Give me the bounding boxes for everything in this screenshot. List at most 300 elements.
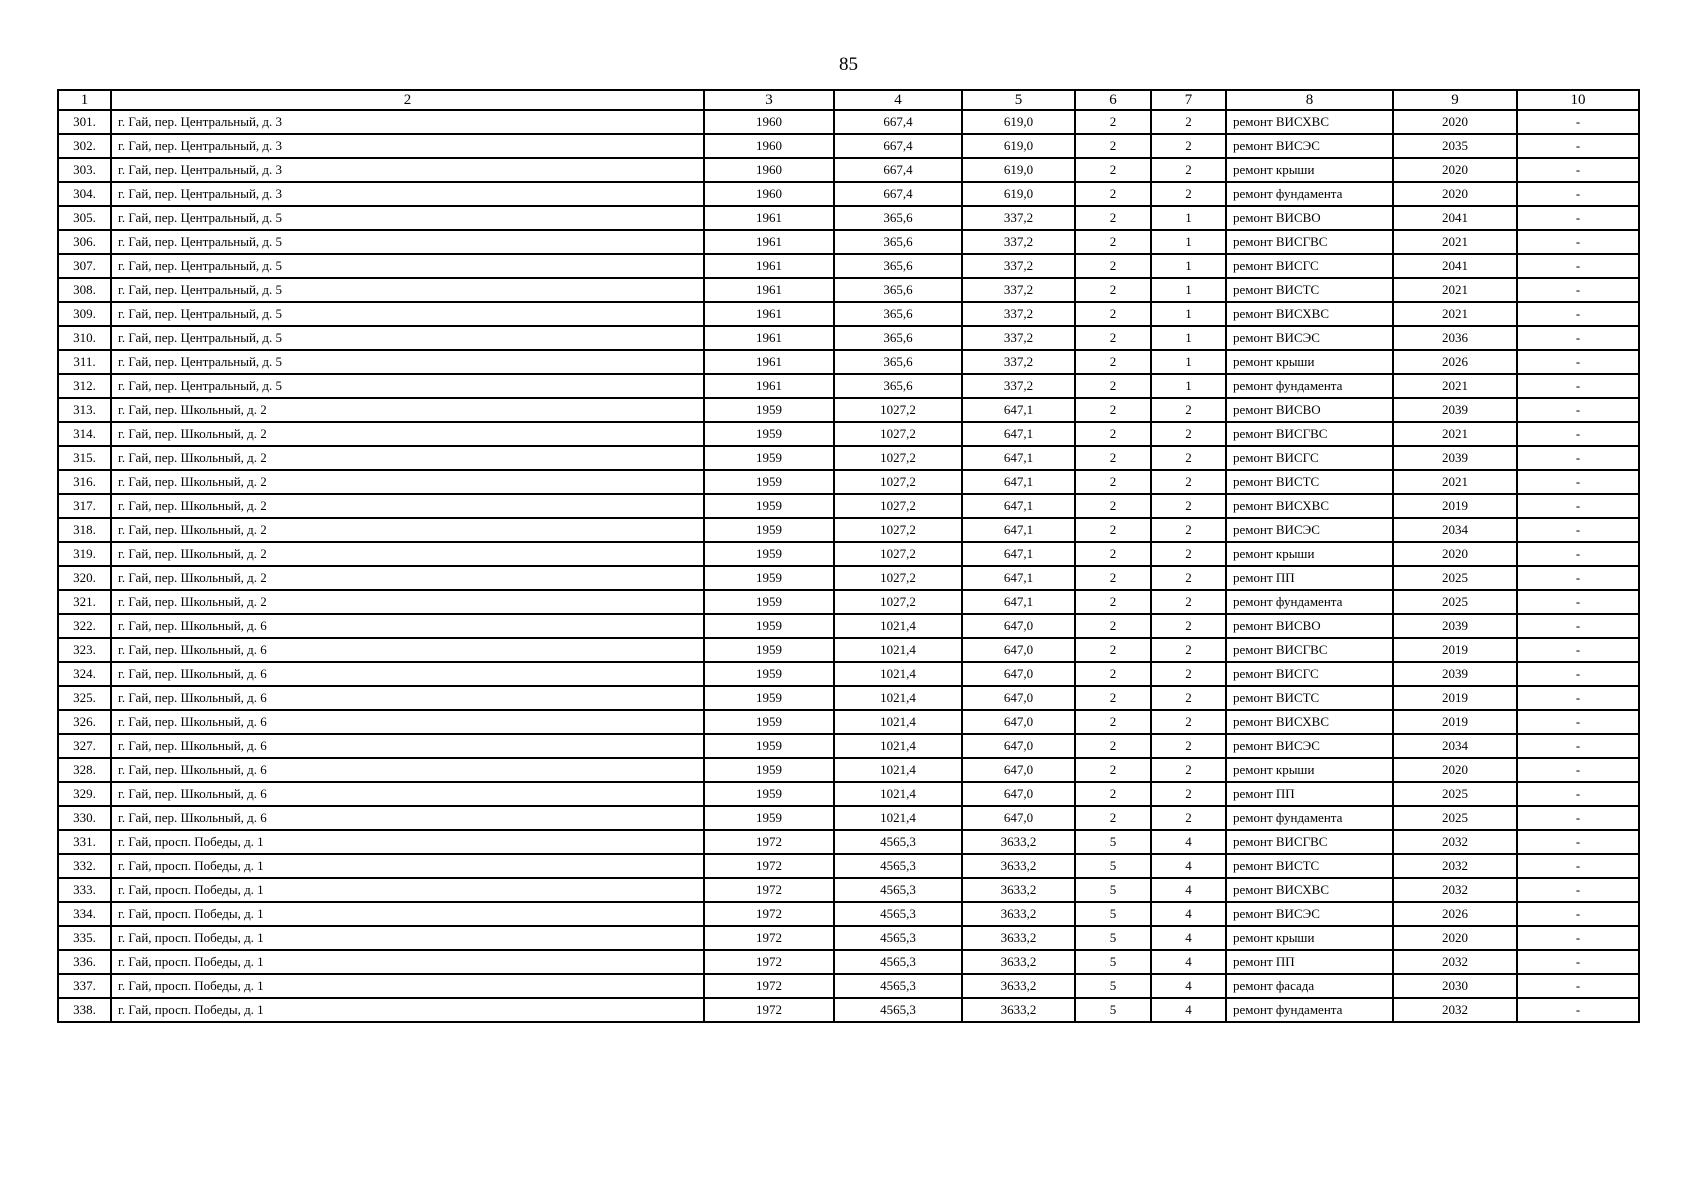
row-number: 306. [58,230,111,254]
planned-year-cell: 2019 [1393,686,1517,710]
floors-cell: 2 [1075,806,1151,830]
living-area-cell: 647,1 [962,398,1075,422]
table-row [58,710,1639,734]
table-body [58,110,1639,1022]
total-area-cell: 365,6 [834,230,962,254]
repair-type-cell: ремонт ВИСЭС [1226,902,1393,926]
floors-cell: 2 [1075,782,1151,806]
year-cell: 1972 [704,902,834,926]
repair-type-cell: ремонт фундамента [1226,998,1393,1022]
note-cell: - [1517,614,1639,638]
note-cell: - [1517,734,1639,758]
floors-cell: 2 [1075,614,1151,638]
planned-year-cell: 2039 [1393,614,1517,638]
page-number: 85 [839,54,858,75]
row-number: 335. [58,926,111,950]
year-cell: 1961 [704,206,834,230]
year-cell: 1959 [704,398,834,422]
entrances-cell: 4 [1151,926,1226,950]
planned-year-cell: 2020 [1393,542,1517,566]
floors-cell: 2 [1075,686,1151,710]
living-area-cell: 647,1 [962,446,1075,470]
year-cell: 1961 [704,374,834,398]
floors-cell: 2 [1075,182,1151,206]
note-cell: - [1517,974,1639,998]
repair-type-cell: ремонт крыши [1226,158,1393,182]
table-row [58,950,1639,974]
repair-type-cell: ремонт ВИСТС [1226,854,1393,878]
total-area-cell: 1021,4 [834,782,962,806]
row-number: 337. [58,974,111,998]
repair-type-cell: ремонт ВИСХВС [1226,878,1393,902]
year-cell: 1961 [704,350,834,374]
note-cell: - [1517,758,1639,782]
note-cell: - [1517,662,1639,686]
repair-type-cell: ремонт ВИСГС [1226,254,1393,278]
table-row [58,422,1639,446]
table-row [58,734,1639,758]
table-row [58,494,1639,518]
table-row [58,686,1639,710]
column-header: 1 [58,90,111,110]
year-cell: 1959 [704,446,834,470]
table-row [58,110,1639,134]
year-cell: 1959 [704,710,834,734]
address-cell: г. Гай, пер. Школьный, д. 2 [111,518,704,542]
repair-type-cell: ремонт фундамента [1226,590,1393,614]
floors-cell: 5 [1075,950,1151,974]
address-cell: г. Гай, просп. Победы, д. 1 [111,878,704,902]
living-area-cell: 619,0 [962,158,1075,182]
table-row [58,638,1639,662]
row-number: 327. [58,734,111,758]
repair-type-cell: ремонт крыши [1226,350,1393,374]
total-area-cell: 4565,3 [834,998,962,1022]
living-area-cell: 647,1 [962,494,1075,518]
entrances-cell: 2 [1151,614,1226,638]
note-cell: - [1517,590,1639,614]
address-cell: г. Гай, пер. Центральный, д. 5 [111,278,704,302]
address-cell: г. Гай, просп. Победы, д. 1 [111,998,704,1022]
floors-cell: 2 [1075,350,1151,374]
note-cell: - [1517,374,1639,398]
address-cell: г. Гай, пер. Школьный, д. 6 [111,782,704,806]
note-cell: - [1517,278,1639,302]
year-cell: 1972 [704,974,834,998]
floors-cell: 2 [1075,470,1151,494]
planned-year-cell: 2032 [1393,998,1517,1022]
row-number: 321. [58,590,111,614]
floors-cell: 2 [1075,230,1151,254]
floors-cell: 5 [1075,926,1151,950]
address-cell: г. Гай, просп. Победы, д. 1 [111,830,704,854]
row-number: 322. [58,614,111,638]
repair-type-cell: ремонт ВИСХВС [1226,710,1393,734]
living-area-cell: 3633,2 [962,974,1075,998]
planned-year-cell: 2025 [1393,566,1517,590]
address-cell: г. Гай, просп. Победы, д. 1 [111,926,704,950]
entrances-cell: 2 [1151,686,1226,710]
repair-type-cell: ремонт ПП [1226,782,1393,806]
address-cell: г. Гай, пер. Школьный, д. 2 [111,494,704,518]
table-row [58,806,1639,830]
note-cell: - [1517,542,1639,566]
entrances-cell: 2 [1151,158,1226,182]
total-area-cell: 365,6 [834,278,962,302]
planned-year-cell: 2020 [1393,758,1517,782]
total-area-cell: 1021,4 [834,710,962,734]
repair-type-cell: ремонт ПП [1226,566,1393,590]
row-number: 323. [58,638,111,662]
entrances-cell: 2 [1151,734,1226,758]
repair-type-cell: ремонт ВИСХВС [1226,494,1393,518]
living-area-cell: 647,1 [962,542,1075,566]
note-cell: - [1517,350,1639,374]
repair-type-cell: ремонт фундамента [1226,806,1393,830]
planned-year-cell: 2021 [1393,374,1517,398]
floors-cell: 2 [1075,662,1151,686]
row-number: 334. [58,902,111,926]
living-area-cell: 647,0 [962,782,1075,806]
total-area-cell: 1027,2 [834,422,962,446]
row-number: 315. [58,446,111,470]
floors-cell: 2 [1075,158,1151,182]
column-header: 5 [962,90,1075,110]
repair-type-cell: ремонт ВИСТС [1226,278,1393,302]
note-cell: - [1517,470,1639,494]
repair-type-cell: ремонт ВИСВО [1226,614,1393,638]
address-cell: г. Гай, пер. Школьный, д. 6 [111,662,704,686]
floors-cell: 2 [1075,710,1151,734]
table-row [58,398,1639,422]
living-area-cell: 647,0 [962,638,1075,662]
living-area-cell: 647,0 [962,734,1075,758]
note-cell: - [1517,326,1639,350]
floors-cell: 2 [1075,254,1151,278]
table-row [58,254,1639,278]
living-area-cell: 647,1 [962,422,1075,446]
year-cell: 1959 [704,686,834,710]
floors-cell: 2 [1075,758,1151,782]
living-area-cell: 647,0 [962,686,1075,710]
column-header: 10 [1517,90,1639,110]
column-header: 3 [704,90,834,110]
address-cell: г. Гай, просп. Победы, д. 1 [111,854,704,878]
table-row [58,278,1639,302]
repair-type-cell: ремонт ВИСВО [1226,206,1393,230]
note-cell: - [1517,878,1639,902]
floors-cell: 2 [1075,446,1151,470]
note-cell: - [1517,254,1639,278]
repair-type-cell: ремонт крыши [1226,758,1393,782]
row-number: 319. [58,542,111,566]
total-area-cell: 4565,3 [834,974,962,998]
note-cell: - [1517,182,1639,206]
note-cell: - [1517,422,1639,446]
floors-cell: 2 [1075,518,1151,542]
row-number: 303. [58,158,111,182]
address-cell: г. Гай, пер. Школьный, д. 2 [111,422,704,446]
planned-year-cell: 2020 [1393,182,1517,206]
address-cell: г. Гай, пер. Центральный, д. 5 [111,374,704,398]
table-row [58,446,1639,470]
planned-year-cell: 2019 [1393,494,1517,518]
year-cell: 1959 [704,662,834,686]
living-area-cell: 647,0 [962,758,1075,782]
entrances-cell: 1 [1151,230,1226,254]
planned-year-cell: 2025 [1393,590,1517,614]
year-cell: 1959 [704,494,834,518]
address-cell: г. Гай, пер. Школьный, д. 6 [111,638,704,662]
planned-year-cell: 2020 [1393,926,1517,950]
entrances-cell: 2 [1151,518,1226,542]
address-cell: г. Гай, пер. Школьный, д. 6 [111,614,704,638]
note-cell: - [1517,446,1639,470]
total-area-cell: 1021,4 [834,734,962,758]
address-cell: г. Гай, пер. Центральный, д. 5 [111,350,704,374]
floors-cell: 2 [1075,134,1151,158]
year-cell: 1972 [704,926,834,950]
repair-type-cell: ремонт ВИСГВС [1226,638,1393,662]
entrances-cell: 1 [1151,374,1226,398]
table-row [58,182,1639,206]
year-cell: 1961 [704,230,834,254]
note-cell: - [1517,230,1639,254]
table-row [58,782,1639,806]
row-number: 312. [58,374,111,398]
total-area-cell: 1021,4 [834,662,962,686]
table-row [58,518,1639,542]
planned-year-cell: 2020 [1393,110,1517,134]
living-area-cell: 647,0 [962,662,1075,686]
floors-cell: 2 [1075,326,1151,350]
floors-cell: 2 [1075,278,1151,302]
living-area-cell: 337,2 [962,326,1075,350]
floors-cell: 2 [1075,638,1151,662]
entrances-cell: 1 [1151,350,1226,374]
planned-year-cell: 2034 [1393,734,1517,758]
row-number: 328. [58,758,111,782]
living-area-cell: 337,2 [962,350,1075,374]
living-area-cell: 3633,2 [962,878,1075,902]
entrances-cell: 4 [1151,974,1226,998]
planned-year-cell: 2021 [1393,470,1517,494]
row-number: 330. [58,806,111,830]
row-number: 326. [58,710,111,734]
year-cell: 1959 [704,542,834,566]
floors-cell: 2 [1075,374,1151,398]
entrances-cell: 2 [1151,590,1226,614]
table-row [58,902,1639,926]
address-cell: г. Гай, пер. Центральный, д. 5 [111,206,704,230]
planned-year-cell: 2020 [1393,158,1517,182]
planned-year-cell: 2030 [1393,974,1517,998]
living-area-cell: 647,1 [962,470,1075,494]
address-cell: г. Гай, пер. Школьный, д. 2 [111,470,704,494]
note-cell: - [1517,950,1639,974]
floors-cell: 2 [1075,734,1151,758]
planned-year-cell: 2025 [1393,806,1517,830]
planned-year-cell: 2025 [1393,782,1517,806]
note-cell: - [1517,494,1639,518]
total-area-cell: 4565,3 [834,926,962,950]
address-cell: г. Гай, пер. Центральный, д. 3 [111,158,704,182]
table-row [58,854,1639,878]
total-area-cell: 1027,2 [834,518,962,542]
entrances-cell: 2 [1151,542,1226,566]
floors-cell: 2 [1075,398,1151,422]
living-area-cell: 619,0 [962,134,1075,158]
living-area-cell: 3633,2 [962,902,1075,926]
repair-type-cell: ремонт фасада [1226,974,1393,998]
address-cell: г. Гай, пер. Центральный, д. 3 [111,134,704,158]
table-row [58,350,1639,374]
row-number: 302. [58,134,111,158]
row-number: 324. [58,662,111,686]
year-cell: 1960 [704,110,834,134]
floors-cell: 5 [1075,974,1151,998]
planned-year-cell: 2032 [1393,854,1517,878]
total-area-cell: 365,6 [834,254,962,278]
entrances-cell: 2 [1151,182,1226,206]
year-cell: 1961 [704,278,834,302]
repair-type-cell: ремонт крыши [1226,542,1393,566]
row-number: 338. [58,998,111,1022]
row-number: 329. [58,782,111,806]
address-cell: г. Гай, просп. Победы, д. 1 [111,902,704,926]
repair-type-cell: ремонт ПП [1226,950,1393,974]
entrances-cell: 1 [1151,206,1226,230]
note-cell: - [1517,926,1639,950]
row-number: 301. [58,110,111,134]
entrances-cell: 2 [1151,806,1226,830]
column-header: 8 [1226,90,1393,110]
total-area-cell: 667,4 [834,158,962,182]
address-cell: г. Гай, пер. Школьный, д. 2 [111,590,704,614]
row-number: 311. [58,350,111,374]
living-area-cell: 337,2 [962,278,1075,302]
planned-year-cell: 2019 [1393,710,1517,734]
planned-year-cell: 2021 [1393,422,1517,446]
entrances-cell: 2 [1151,398,1226,422]
living-area-cell: 647,1 [962,518,1075,542]
row-number: 309. [58,302,111,326]
table-row [58,326,1639,350]
row-number: 307. [58,254,111,278]
note-cell: - [1517,566,1639,590]
total-area-cell: 1027,2 [834,590,962,614]
floors-cell: 2 [1075,590,1151,614]
table-row [58,302,1639,326]
repair-type-cell: ремонт ВИСВО [1226,398,1393,422]
column-number-row [58,90,1639,110]
floors-cell: 5 [1075,998,1151,1022]
total-area-cell: 1027,2 [834,494,962,518]
living-area-cell: 3633,2 [962,998,1075,1022]
address-cell: г. Гай, просп. Победы, д. 1 [111,950,704,974]
column-header: 6 [1075,90,1151,110]
repair-type-cell: ремонт ВИСГВС [1226,830,1393,854]
repair-type-cell: ремонт ВИСЭС [1226,518,1393,542]
planned-year-cell: 2036 [1393,326,1517,350]
total-area-cell: 1027,2 [834,470,962,494]
entrances-cell: 4 [1151,902,1226,926]
planned-year-cell: 2026 [1393,902,1517,926]
total-area-cell: 1021,4 [834,638,962,662]
floors-cell: 5 [1075,878,1151,902]
column-header: 2 [111,90,704,110]
living-area-cell: 647,1 [962,590,1075,614]
repair-type-cell: ремонт ВИСЭС [1226,734,1393,758]
note-cell: - [1517,110,1639,134]
note-cell: - [1517,830,1639,854]
note-cell: - [1517,998,1639,1022]
table-row [58,998,1639,1022]
year-cell: 1959 [704,614,834,638]
table-row [58,590,1639,614]
total-area-cell: 1021,4 [834,806,962,830]
total-area-cell: 4565,3 [834,950,962,974]
total-area-cell: 1027,2 [834,398,962,422]
note-cell: - [1517,902,1639,926]
table-row [58,614,1639,638]
year-cell: 1959 [704,590,834,614]
table-row [58,470,1639,494]
total-area-cell: 4565,3 [834,854,962,878]
total-area-cell: 667,4 [834,182,962,206]
repair-type-cell: ремонт ВИСГВС [1226,230,1393,254]
total-area-cell: 1021,4 [834,686,962,710]
row-number: 316. [58,470,111,494]
living-area-cell: 337,2 [962,254,1075,278]
row-number: 314. [58,422,111,446]
row-number: 325. [58,686,111,710]
column-header: 7 [1151,90,1226,110]
planned-year-cell: 2039 [1393,662,1517,686]
table-row [58,758,1639,782]
entrances-cell: 2 [1151,446,1226,470]
row-number: 332. [58,854,111,878]
floors-cell: 2 [1075,494,1151,518]
row-number: 336. [58,950,111,974]
address-cell: г. Гай, пер. Школьный, д. 2 [111,446,704,470]
year-cell: 1960 [704,134,834,158]
living-area-cell: 3633,2 [962,854,1075,878]
total-area-cell: 365,6 [834,326,962,350]
total-area-cell: 1027,2 [834,446,962,470]
year-cell: 1961 [704,254,834,278]
entrances-cell: 4 [1151,878,1226,902]
entrances-cell: 2 [1151,758,1226,782]
row-number: 313. [58,398,111,422]
year-cell: 1959 [704,638,834,662]
table-row [58,230,1639,254]
table-row [58,830,1639,854]
note-cell: - [1517,806,1639,830]
repair-type-cell: ремонт фундамента [1226,374,1393,398]
year-cell: 1959 [704,758,834,782]
entrances-cell: 2 [1151,494,1226,518]
table-row [58,974,1639,998]
total-area-cell: 4565,3 [834,902,962,926]
address-cell: г. Гай, пер. Школьный, д. 6 [111,734,704,758]
total-area-cell: 667,4 [834,110,962,134]
table-row [58,134,1639,158]
row-number: 320. [58,566,111,590]
planned-year-cell: 2032 [1393,878,1517,902]
living-area-cell: 3633,2 [962,830,1075,854]
address-cell: г. Гай, пер. Центральный, д. 3 [111,110,704,134]
